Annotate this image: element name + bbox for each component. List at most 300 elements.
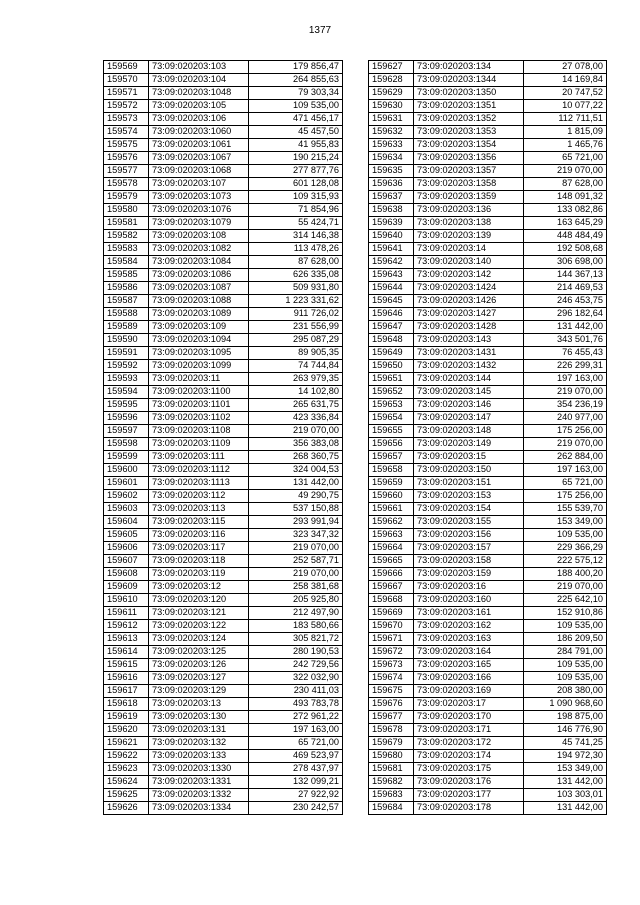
row-number-cell: 159611: [104, 607, 149, 620]
cadastral-number-cell: 73:09:020203:178: [414, 802, 524, 815]
cadastral-number-cell: 73:09:020203:12: [149, 581, 249, 594]
amount-cell: 356 383,08: [249, 438, 343, 451]
table-row: [369, 724, 607, 737]
cadastral-number-cell: 73:09:020203:118: [149, 555, 249, 568]
table-row: [104, 737, 343, 750]
amount-cell: 280 190,53: [249, 646, 343, 659]
row-number-cell: 159606: [104, 542, 149, 555]
cadastral-number-cell: 73:09:020203:1334: [149, 802, 249, 815]
cadastral-number-cell: 73:09:020203:13: [149, 698, 249, 711]
register-table-right: [368, 60, 607, 815]
row-number-cell: 159592: [104, 360, 149, 373]
row-number-cell: 159600: [104, 464, 149, 477]
row-number-cell: 159629: [369, 87, 414, 100]
table-row: [369, 659, 607, 672]
amount-cell: 89 905,35: [249, 347, 343, 360]
cadastral-number-cell: 73:09:020203:144: [414, 373, 524, 386]
row-number-cell: 159587: [104, 295, 149, 308]
register-table-right-body: [369, 61, 607, 815]
amount-cell: 293 991,94: [249, 516, 343, 529]
amount-cell: 471 456,17: [249, 113, 343, 126]
cadastral-number-cell: 73:09:020203:1084: [149, 256, 249, 269]
cadastral-number-cell: 73:09:020203:169: [414, 685, 524, 698]
row-number-cell: 159598: [104, 438, 149, 451]
row-number-cell: 159684: [369, 802, 414, 815]
cadastral-number-cell: 73:09:020203:1428: [414, 321, 524, 334]
row-number-cell: 159591: [104, 347, 149, 360]
amount-cell: 1 465,76: [524, 139, 607, 152]
row-number-cell: 159620: [104, 724, 149, 737]
table-row: [104, 763, 343, 776]
amount-cell: 186 209,50: [524, 633, 607, 646]
row-number-cell: 159682: [369, 776, 414, 789]
amount-cell: 132 099,21: [249, 776, 343, 789]
table-row: [369, 139, 607, 152]
table-row: [369, 464, 607, 477]
row-number-cell: 159651: [369, 373, 414, 386]
row-number-cell: 159582: [104, 230, 149, 243]
row-number-cell: 159612: [104, 620, 149, 633]
row-number-cell: 159639: [369, 217, 414, 230]
amount-cell: 197 163,00: [524, 464, 607, 477]
amount-cell: 469 523,97: [249, 750, 343, 763]
table-row: [369, 295, 607, 308]
amount-cell: 109 535,00: [524, 529, 607, 542]
table-row: [369, 373, 607, 386]
table-row: [369, 750, 607, 763]
cadastral-number-cell: 73:09:020203:125: [149, 646, 249, 659]
row-number-cell: 159577: [104, 165, 149, 178]
amount-cell: 1 815,09: [524, 126, 607, 139]
table-row: [369, 633, 607, 646]
row-number-cell: 159605: [104, 529, 149, 542]
amount-cell: 175 256,00: [524, 490, 607, 503]
table-row: [369, 256, 607, 269]
row-number-cell: 159644: [369, 282, 414, 295]
cadastral-number-cell: 73:09:020203:124: [149, 633, 249, 646]
row-number-cell: 159603: [104, 503, 149, 516]
row-number-cell: 159637: [369, 191, 414, 204]
row-number-cell: 159569: [104, 61, 149, 74]
row-number-cell: 159589: [104, 321, 149, 334]
amount-cell: 131 442,00: [524, 802, 607, 815]
row-number-cell: 159585: [104, 269, 149, 282]
amount-cell: 322 032,90: [249, 672, 343, 685]
cadastral-number-cell: 73:09:020203:149: [414, 438, 524, 451]
cadastral-number-cell: 73:09:020203:134: [414, 61, 524, 74]
row-number-cell: 159674: [369, 672, 414, 685]
table-row: [104, 126, 343, 139]
table-row: [369, 204, 607, 217]
table-row: [104, 256, 343, 269]
cadastral-number-cell: 73:09:020203:161: [414, 607, 524, 620]
cadastral-number-cell: 73:09:020203:122: [149, 620, 249, 633]
amount-cell: 65 721,00: [524, 152, 607, 165]
row-number-cell: 159646: [369, 308, 414, 321]
table-row: [104, 490, 343, 503]
row-number-cell: 159657: [369, 451, 414, 464]
amount-cell: 537 150,88: [249, 503, 343, 516]
table-row: [369, 386, 607, 399]
amount-cell: 219 070,00: [524, 165, 607, 178]
cadastral-number-cell: 73:09:020203:154: [414, 503, 524, 516]
row-number-cell: 159653: [369, 399, 414, 412]
table-row: [369, 555, 607, 568]
table-row: [104, 87, 343, 100]
table-row: [104, 594, 343, 607]
row-number-cell: 159671: [369, 633, 414, 646]
cadastral-number-cell: 73:09:020203:1427: [414, 308, 524, 321]
amount-cell: 219 070,00: [249, 425, 343, 438]
amount-cell: 219 070,00: [524, 438, 607, 451]
table-row: [104, 295, 343, 308]
amount-cell: 153 349,00: [524, 763, 607, 776]
amount-cell: 229 366,29: [524, 542, 607, 555]
amount-cell: 219 070,00: [524, 581, 607, 594]
amount-cell: 263 979,35: [249, 373, 343, 386]
cadastral-number-cell: 73:09:020203:115: [149, 516, 249, 529]
amount-cell: 278 437,97: [249, 763, 343, 776]
table-row: [369, 74, 607, 87]
cadastral-number-cell: 73:09:020203:129: [149, 685, 249, 698]
row-number-cell: 159623: [104, 763, 149, 776]
cadastral-number-cell: 73:09:020203:1060: [149, 126, 249, 139]
row-number-cell: 159648: [369, 334, 414, 347]
table-row: [104, 178, 343, 191]
table-row: [369, 737, 607, 750]
cadastral-number-cell: 73:09:020203:1353: [414, 126, 524, 139]
amount-cell: 192 508,68: [524, 243, 607, 256]
row-number-cell: 159631: [369, 113, 414, 126]
table-row: [369, 178, 607, 191]
cadastral-number-cell: 73:09:020203:174: [414, 750, 524, 763]
row-number-cell: 159613: [104, 633, 149, 646]
table-row: [369, 321, 607, 334]
register-table-left: [103, 60, 343, 815]
amount-cell: 272 961,22: [249, 711, 343, 724]
table-row: [104, 581, 343, 594]
row-number-cell: 159654: [369, 412, 414, 425]
amount-cell: 230 411,03: [249, 685, 343, 698]
table-row: [369, 360, 607, 373]
amount-cell: 131 442,00: [524, 321, 607, 334]
cadastral-number-cell: 73:09:020203:177: [414, 789, 524, 802]
table-row: [369, 87, 607, 100]
cadastral-number-cell: 73:09:020203:17: [414, 698, 524, 711]
cadastral-number-cell: 73:09:020203:163: [414, 633, 524, 646]
amount-cell: 222 575,12: [524, 555, 607, 568]
row-number-cell: 159604: [104, 516, 149, 529]
cadastral-number-cell: 73:09:020203:170: [414, 711, 524, 724]
amount-cell: 601 128,08: [249, 178, 343, 191]
cadastral-number-cell: 73:09:020203:130: [149, 711, 249, 724]
cadastral-number-cell: 73:09:020203:156: [414, 529, 524, 542]
row-number-cell: 159601: [104, 477, 149, 490]
table-row: [369, 347, 607, 360]
table-row: [104, 321, 343, 334]
cadastral-number-cell: 73:09:020203:142: [414, 269, 524, 282]
amount-cell: 74 744,84: [249, 360, 343, 373]
amount-cell: 87 628,00: [249, 256, 343, 269]
table-row: [104, 477, 343, 490]
amount-cell: 305 821,72: [249, 633, 343, 646]
cadastral-number-cell: 73:09:020203:1358: [414, 178, 524, 191]
cadastral-number-cell: 73:09:020203:1086: [149, 269, 249, 282]
table-row: [104, 412, 343, 425]
row-number-cell: 159578: [104, 178, 149, 191]
row-number-cell: 159670: [369, 620, 414, 633]
cadastral-number-cell: 73:09:020203:1068: [149, 165, 249, 178]
table-row: [104, 204, 343, 217]
amount-cell: 231 556,99: [249, 321, 343, 334]
cadastral-number-cell: 73:09:020203:1113: [149, 477, 249, 490]
amount-cell: 198 875,00: [524, 711, 607, 724]
amount-cell: 208 380,00: [524, 685, 607, 698]
table-row: [104, 672, 343, 685]
table-row: [369, 477, 607, 490]
amount-cell: 112 711,51: [524, 113, 607, 126]
row-number-cell: 159634: [369, 152, 414, 165]
table-row: [369, 100, 607, 113]
table-row: [369, 802, 607, 815]
row-number-cell: 159636: [369, 178, 414, 191]
row-number-cell: 159643: [369, 269, 414, 282]
cadastral-number-cell: 73:09:020203:1332: [149, 789, 249, 802]
amount-cell: 76 455,43: [524, 347, 607, 360]
table-row: [369, 594, 607, 607]
row-number-cell: 159642: [369, 256, 414, 269]
amount-cell: 197 163,00: [249, 724, 343, 737]
cadastral-number-cell: 73:09:020203:1354: [414, 139, 524, 152]
row-number-cell: 159595: [104, 399, 149, 412]
cadastral-number-cell: 73:09:020203:127: [149, 672, 249, 685]
cadastral-number-cell: 73:09:020203:165: [414, 659, 524, 672]
amount-cell: 219 070,00: [249, 568, 343, 581]
row-number-cell: 159584: [104, 256, 149, 269]
table-row: [369, 516, 607, 529]
cadastral-number-cell: 73:09:020203:106: [149, 113, 249, 126]
table-row: [369, 542, 607, 555]
row-number-cell: 159645: [369, 295, 414, 308]
row-number-cell: 159658: [369, 464, 414, 477]
amount-cell: 197 163,00: [524, 373, 607, 386]
row-number-cell: 159588: [104, 308, 149, 321]
amount-cell: 194 972,30: [524, 750, 607, 763]
cadastral-number-cell: 73:09:020203:176: [414, 776, 524, 789]
cadastral-number-cell: 73:09:020203:16: [414, 581, 524, 594]
register-table-left-body: [104, 61, 343, 815]
table-row: [104, 620, 343, 633]
row-number-cell: 159615: [104, 659, 149, 672]
cadastral-number-cell: 73:09:020203:150: [414, 464, 524, 477]
table-row: [104, 607, 343, 620]
cadastral-number-cell: 73:09:020203:1088: [149, 295, 249, 308]
amount-cell: 10 077,22: [524, 100, 607, 113]
amount-cell: 65 721,00: [249, 737, 343, 750]
row-number-cell: 159581: [104, 217, 149, 230]
row-number-cell: 159607: [104, 555, 149, 568]
amount-cell: 284 791,00: [524, 646, 607, 659]
table-row: [369, 126, 607, 139]
cadastral-number-cell: 73:09:020203:145: [414, 386, 524, 399]
row-number-cell: 159626: [104, 802, 149, 815]
cadastral-number-cell: 73:09:020203:107: [149, 178, 249, 191]
table-row: [104, 685, 343, 698]
amount-cell: 163 645,29: [524, 217, 607, 230]
table-row: [104, 503, 343, 516]
table-row: [104, 217, 343, 230]
amount-cell: 103 303,01: [524, 789, 607, 802]
row-number-cell: 159663: [369, 529, 414, 542]
amount-cell: 448 484,49: [524, 230, 607, 243]
table-row: [104, 555, 343, 568]
amount-cell: 277 877,76: [249, 165, 343, 178]
cadastral-number-cell: 73:09:020203:1094: [149, 334, 249, 347]
amount-cell: 324 004,53: [249, 464, 343, 477]
row-number-cell: 159621: [104, 737, 149, 750]
amount-cell: 131 442,00: [249, 477, 343, 490]
cadastral-number-cell: 73:09:020203:1099: [149, 360, 249, 373]
cadastral-number-cell: 73:09:020203:162: [414, 620, 524, 633]
amount-cell: 27 078,00: [524, 61, 607, 74]
table-row: [369, 243, 607, 256]
row-number-cell: 159576: [104, 152, 149, 165]
row-number-cell: 159672: [369, 646, 414, 659]
amount-cell: 179 856,47: [249, 61, 343, 74]
table-row: [369, 789, 607, 802]
cadastral-number-cell: 73:09:020203:104: [149, 74, 249, 87]
table-row: [104, 802, 343, 815]
amount-cell: 268 360,75: [249, 451, 343, 464]
amount-cell: 133 082,86: [524, 204, 607, 217]
cadastral-number-cell: 73:09:020203:132: [149, 737, 249, 750]
amount-cell: 242 729,56: [249, 659, 343, 672]
cadastral-number-cell: 73:09:020203:1048: [149, 87, 249, 100]
table-row: [369, 61, 607, 74]
cadastral-number-cell: 73:09:020203:133: [149, 750, 249, 763]
cadastral-number-cell: 73:09:020203:1089: [149, 308, 249, 321]
amount-cell: 109 535,00: [524, 672, 607, 685]
row-number-cell: 159659: [369, 477, 414, 490]
table-row: [104, 542, 343, 555]
amount-cell: 49 290,75: [249, 490, 343, 503]
cadastral-number-cell: 73:09:020203:117: [149, 542, 249, 555]
amount-cell: 188 400,20: [524, 568, 607, 581]
table-row: [369, 269, 607, 282]
row-number-cell: 159650: [369, 360, 414, 373]
table-row: [369, 568, 607, 581]
row-number-cell: 159599: [104, 451, 149, 464]
table-row: [104, 165, 343, 178]
table-row: [369, 399, 607, 412]
cadastral-number-cell: 73:09:020203:111: [149, 451, 249, 464]
cadastral-number-cell: 73:09:020203:136: [414, 204, 524, 217]
row-number-cell: 159570: [104, 74, 149, 87]
cadastral-number-cell: 73:09:020203:146: [414, 399, 524, 412]
table-row: [104, 451, 343, 464]
table-row: [369, 191, 607, 204]
table-row: [369, 607, 607, 620]
amount-cell: 219 070,00: [524, 386, 607, 399]
row-number-cell: 159656: [369, 438, 414, 451]
table-row: [104, 633, 343, 646]
amount-cell: 343 501,76: [524, 334, 607, 347]
table-row: [104, 334, 343, 347]
amount-cell: 175 256,00: [524, 425, 607, 438]
cadastral-number-cell: 73:09:020203:105: [149, 100, 249, 113]
amount-cell: 214 469,53: [524, 282, 607, 295]
row-number-cell: 159633: [369, 139, 414, 152]
amount-cell: 509 931,80: [249, 282, 343, 295]
row-number-cell: 159627: [369, 61, 414, 74]
row-number-cell: 159666: [369, 568, 414, 581]
cadastral-number-cell: 73:09:020203:1359: [414, 191, 524, 204]
cadastral-number-cell: 73:09:020203:120: [149, 594, 249, 607]
cadastral-number-cell: 73:09:020203:1102: [149, 412, 249, 425]
row-number-cell: 159616: [104, 672, 149, 685]
table-row: [369, 217, 607, 230]
cadastral-number-cell: 73:09:020203:1087: [149, 282, 249, 295]
amount-cell: 152 910,86: [524, 607, 607, 620]
row-number-cell: 159571: [104, 87, 149, 100]
table-row: [104, 113, 343, 126]
row-number-cell: 159676: [369, 698, 414, 711]
cadastral-number-cell: 73:09:020203:1432: [414, 360, 524, 373]
table-row: [104, 789, 343, 802]
cadastral-number-cell: 73:09:020203:15: [414, 451, 524, 464]
table-row: [104, 438, 343, 451]
table-row: [104, 152, 343, 165]
cadastral-number-cell: 73:09:020203:109: [149, 321, 249, 334]
cadastral-number-cell: 73:09:020203:155: [414, 516, 524, 529]
row-number-cell: 159575: [104, 139, 149, 152]
row-number-cell: 159574: [104, 126, 149, 139]
row-number-cell: 159572: [104, 100, 149, 113]
amount-cell: 183 580,66: [249, 620, 343, 633]
amount-cell: 264 855,63: [249, 74, 343, 87]
amount-cell: 252 587,71: [249, 555, 343, 568]
amount-cell: 262 884,00: [524, 451, 607, 464]
table-row: [104, 425, 343, 438]
row-number-cell: 159661: [369, 503, 414, 516]
row-number-cell: 159665: [369, 555, 414, 568]
amount-cell: 109 535,00: [249, 100, 343, 113]
row-number-cell: 159622: [104, 750, 149, 763]
row-number-cell: 159624: [104, 776, 149, 789]
amount-cell: 55 424,71: [249, 217, 343, 230]
row-number-cell: 159608: [104, 568, 149, 581]
amount-cell: 27 922,92: [249, 789, 343, 802]
cadastral-number-cell: 73:09:020203:108: [149, 230, 249, 243]
cadastral-number-cell: 73:09:020203:121: [149, 607, 249, 620]
cadastral-number-cell: 73:09:020203:147: [414, 412, 524, 425]
row-number-cell: 159641: [369, 243, 414, 256]
row-number-cell: 159590: [104, 334, 149, 347]
amount-cell: 20 747,52: [524, 87, 607, 100]
cadastral-number-cell: 73:09:020203:1079: [149, 217, 249, 230]
table-row: [369, 711, 607, 724]
row-number-cell: 159628: [369, 74, 414, 87]
amount-cell: 41 955,83: [249, 139, 343, 152]
amount-cell: 306 698,00: [524, 256, 607, 269]
cadastral-number-cell: 73:09:020203:171: [414, 724, 524, 737]
cadastral-number-cell: 73:09:020203:172: [414, 737, 524, 750]
amount-cell: 14 102,80: [249, 386, 343, 399]
cadastral-number-cell: 73:09:020203:1112: [149, 464, 249, 477]
amount-cell: 258 381,68: [249, 581, 343, 594]
cadastral-number-cell: 73:09:020203:1426: [414, 295, 524, 308]
row-number-cell: 159593: [104, 373, 149, 386]
